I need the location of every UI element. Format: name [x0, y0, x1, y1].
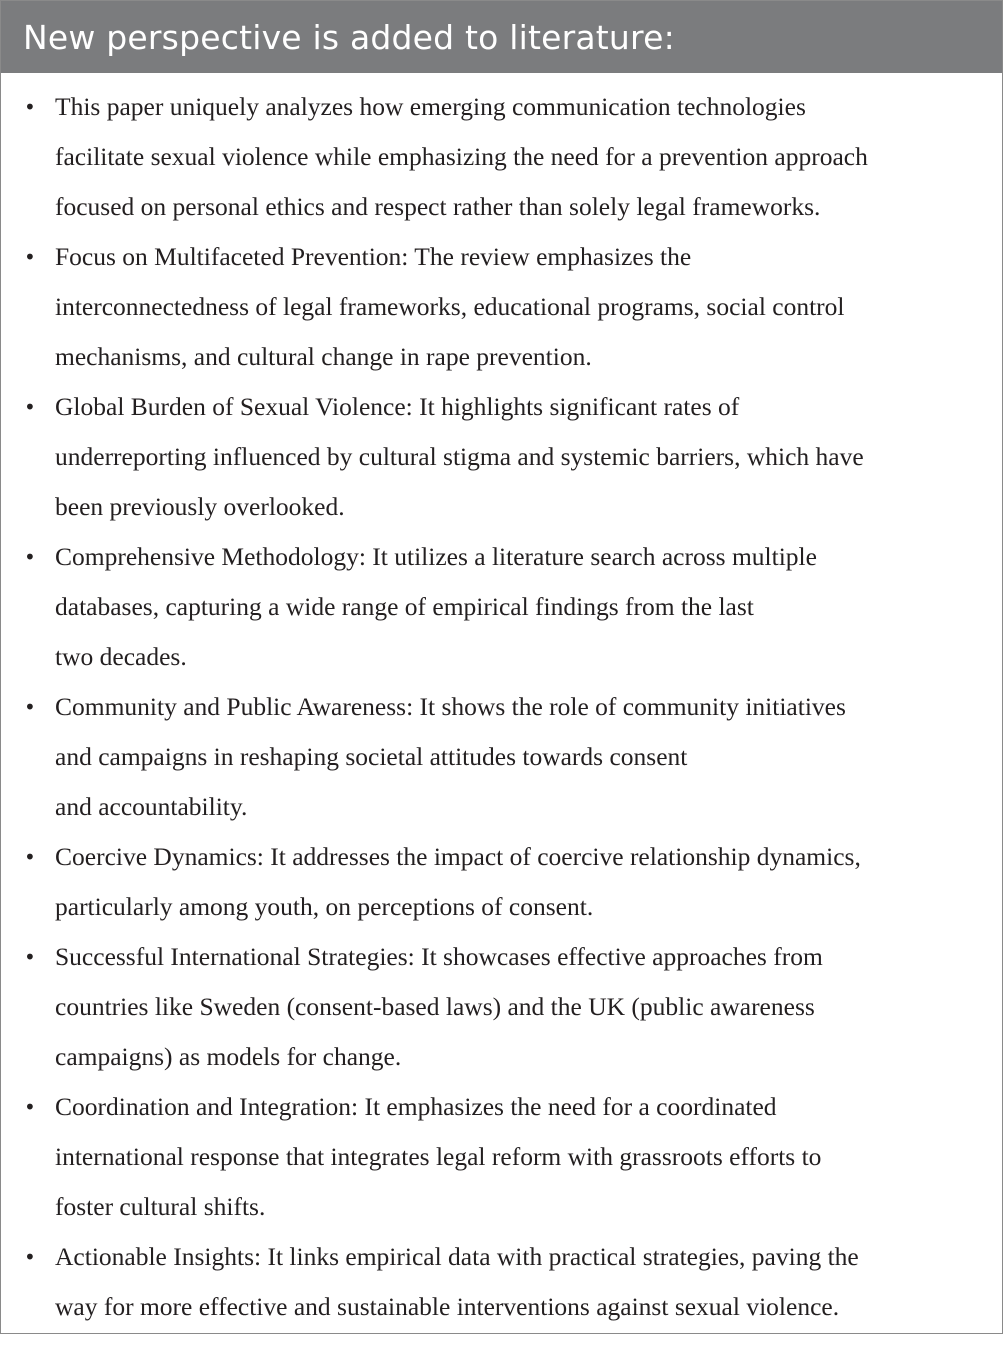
list-item-line: Coordination and Integration: It emphasizes the need for a coordinated: [55, 1092, 777, 1121]
list-item-line: facilitate sexual violence while emphasizing the need for a prevention approach: [55, 142, 868, 171]
list-item-line: way for more effective and sustainable interventions against sexual violence.: [55, 1292, 840, 1321]
bullet-icon: •: [24, 695, 36, 719]
list-item: [1, 382, 1002, 532]
list-item-line: campaigns) as models for change.: [55, 1042, 402, 1071]
list-item: [1, 932, 1002, 1082]
list-item: [1, 832, 1002, 932]
list-item-line: foster cultural shifts.: [55, 1192, 266, 1221]
list-item: [1, 1082, 1002, 1232]
list-item-line: focused on personal ethics and respect rather than solely legal frameworks.: [55, 192, 821, 221]
list-item: [1, 682, 1002, 832]
bullet-icon: •: [24, 1245, 36, 1269]
bullet-list: [1, 82, 1002, 1332]
bullet-icon: •: [24, 845, 36, 869]
list-item-line: particularly among youth, on perceptions of consent.: [55, 892, 594, 921]
bullet-icon: •: [24, 395, 36, 419]
list-item: [1, 1232, 1002, 1332]
list-item-line: been previously overlooked.: [55, 492, 345, 521]
list-item-line: Focus on Multifaceted Prevention: The review emphasizes the: [55, 242, 692, 271]
box-title: New perspective is added to literature:: [23, 17, 675, 57]
list-item-line: Global Burden of Sexual Violence: It highlights significant rates of: [55, 392, 740, 421]
list-item-line: Successful International Strategies: It showcases effective approaches from: [55, 942, 823, 971]
list-item-line: underreporting influenced by cultural stigma and systemic barriers, which have: [55, 442, 864, 471]
box-header: [1, 1, 1002, 73]
bullet-icon: •: [24, 945, 36, 969]
bullet-icon: •: [24, 245, 36, 269]
list-item: [1, 82, 1002, 232]
list-item-line: international response that integrates legal reform with grassroots efforts to: [55, 1142, 822, 1171]
bullet-icon: •: [24, 1095, 36, 1119]
list-item-line: databases, capturing a wide range of empirical findings from the last: [55, 592, 754, 621]
bullet-icon: •: [24, 545, 36, 569]
list-item-line: and accountability.: [55, 792, 248, 821]
list-item: [1, 232, 1002, 382]
list-item-line: Coercive Dynamics: It addresses the impact of coercive relationship dynamics,: [55, 842, 861, 871]
list-item-line: mechanisms, and cultural change in rape prevention.: [55, 342, 592, 371]
bullet-icon: •: [24, 95, 36, 119]
list-item-line: two decades.: [55, 642, 187, 671]
list-item-line: interconnectedness of legal frameworks, educational programs, social control: [55, 292, 845, 321]
list-item-line: This paper uniquely analyzes how emerging communication technologies: [55, 92, 806, 121]
list-item: [1, 532, 1002, 682]
list-item-line: countries like Sweden (consent-based laws) and the UK (public awareness: [55, 992, 815, 1021]
list-item-line: Actionable Insights: It links empirical data with practical strategies, paving the: [55, 1242, 859, 1271]
list-item-line: and campaigns in reshaping societal attitudes towards consent: [55, 742, 688, 771]
list-item-line: Comprehensive Methodology: It utilizes a literature search across multiple: [55, 542, 817, 571]
list-item-line: Community and Public Awareness: It shows the role of community initiatives: [55, 692, 846, 721]
